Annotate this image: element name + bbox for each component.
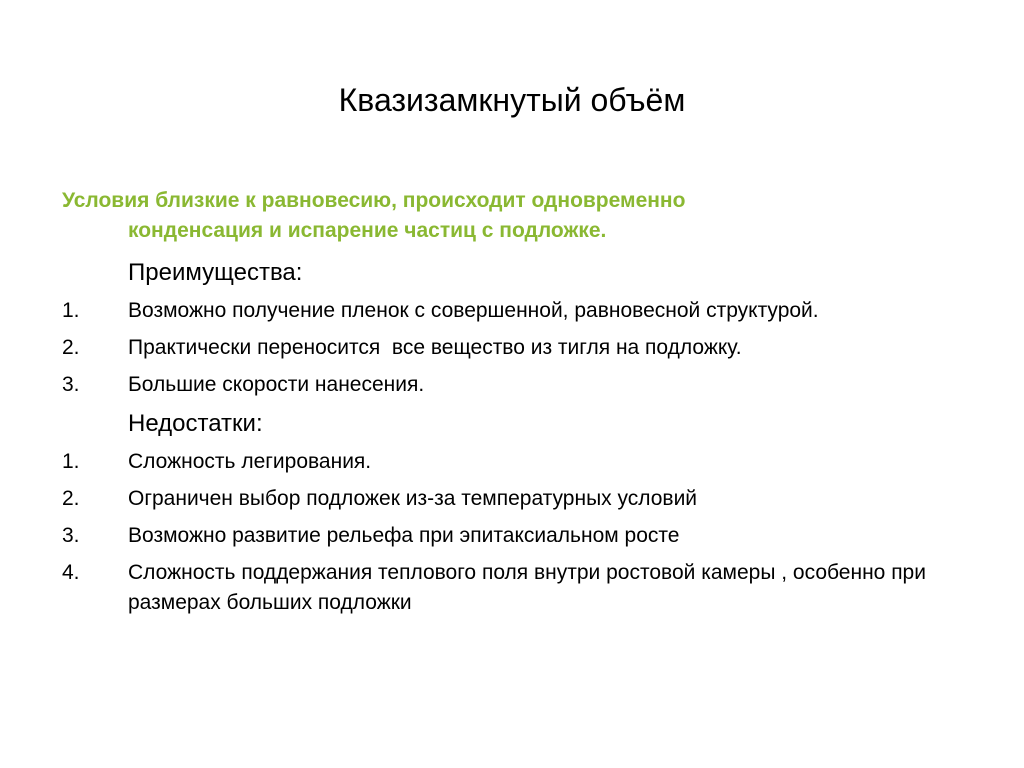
list-text: Большие скорости нанесения.: [128, 373, 425, 396]
list-number: 4.: [62, 561, 80, 584]
list-text: Практически переносится все вещество из тигля на подложку.: [128, 336, 742, 359]
list-text: Сложность поддержания теплового поля внутри ростовой камеры , особенно при размерах больших подложки: [128, 561, 932, 614]
list-item: [62, 333, 982, 363]
advantages-list: [62, 296, 982, 400]
list-item: [62, 484, 982, 514]
list-text: Возможно развитие рельефа при эпитаксиальном росте: [128, 524, 680, 547]
list-item: [62, 558, 982, 618]
list-text: Возможно получение пленок с совершенной, равновесной структурой.: [128, 299, 819, 322]
disadvantages-list: [62, 447, 982, 618]
list-number: 3.: [62, 524, 80, 547]
list-number: 2.: [62, 487, 80, 510]
list-number: 1.: [62, 299, 80, 322]
intro-line-2: конденсация и испарение частиц с подложке.: [128, 219, 607, 242]
list-item: [62, 447, 982, 477]
list-item: [62, 296, 982, 326]
list-item: [62, 521, 982, 551]
list-number: 1.: [62, 450, 80, 473]
list-number: 3.: [62, 373, 80, 396]
list-number: 2.: [62, 336, 80, 359]
advantages-heading: Преимущества:: [128, 259, 303, 286]
slide-body: [62, 256, 982, 625]
intro-line-1: Условия близкие к равновесию, происходит одновременно: [62, 189, 686, 212]
list-text: Сложность легирования.: [128, 450, 372, 473]
intro-text: [62, 186, 862, 246]
disadvantages-heading: Недостатки:: [128, 410, 263, 437]
list-text: Ограничен выбор подложек из-за температурных условий: [128, 487, 698, 510]
list-item: [62, 370, 982, 400]
slide-title: Квазизамкнутый объём: [338, 82, 686, 118]
